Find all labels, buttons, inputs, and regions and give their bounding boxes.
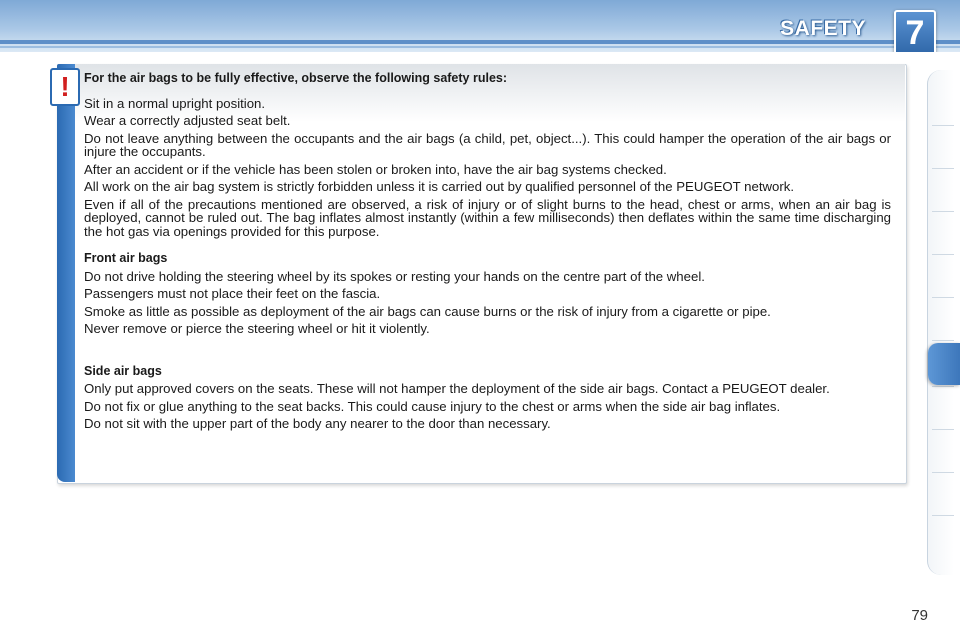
front-rule-item: Passengers must not place their feet on the fascia.: [84, 286, 381, 301]
front-rule-item: Do not drive holding the steering wheel by its spokes or resting your hands on the centre part of the wheel.: [84, 268, 705, 284]
warning-box-sidebar: [57, 64, 75, 482]
header-stripe-thin: [0, 46, 960, 48]
tab-divider: [932, 254, 954, 255]
rule-item: Sit in a normal upright position.: [84, 95, 266, 111]
side-rule-item: Do not sit with the upper part of the body any nearer to the door than necessary.: [84, 416, 551, 431]
side-rule-item: Do not fix or glue anything to the seat backs. This could cause injury to the chest or arms when the side air bag inflates.: [84, 398, 781, 414]
rule-item: Do not leave anything between the occupants and the air bags (a child, pet, object...). This could hamper the operation of the air bags or injure the occupants.: [84, 130, 891, 159]
tab-divider: [932, 429, 954, 430]
side-rule-item: Only put approved covers on the seats. These will not hamper the deployment of the side air bags. Contact a PEUGEOT dealer.: [84, 381, 830, 396]
rule-item: All work on the air bag system is strictly forbidden unless it is carried out by qualified personnel of the PEUGEOT network.: [84, 179, 795, 194]
tab-divider: [932, 340, 954, 341]
exclamation-warning-icon: !: [50, 68, 80, 106]
page-number: 79: [911, 607, 928, 624]
page-header: [0, 0, 960, 52]
chapter-number-badge: 7: [894, 10, 936, 52]
active-chapter-tab[interactable]: [928, 343, 960, 385]
front-rule-item: Never remove or pierce the steering wheel or hit it violently.: [84, 321, 430, 336]
tab-divider: [932, 211, 954, 212]
front-airbags-heading: Front air bags: [84, 251, 168, 265]
front-rule-item: Smoke as little as possible as deployment of the air bags can cause burns or the risk of injury from a cigarette or pipe.: [84, 303, 771, 319]
tab-divider: [932, 125, 954, 126]
warning-heading: For the air bags to be fully effective, observe the following safety rules:: [84, 71, 508, 85]
rule-item: After an accident or if the vehicle has been stolen or broken into, have the air bag systems checked.: [84, 161, 667, 177]
tab-divider: [932, 297, 954, 298]
tab-divider: [932, 472, 954, 473]
section-title: SAFETY: [780, 17, 866, 40]
side-airbags-heading: Side air bags: [84, 363, 162, 378]
chapter-tab-strip: [927, 70, 954, 575]
rule-item: Wear a correctly adjusted seat belt.: [84, 113, 291, 128]
tab-divider: [932, 168, 954, 169]
tab-divider: [932, 515, 954, 516]
rule-item: Even if all of the precautions mentioned are observed, a risk of injury or of slight burns to the head, chest or arms, when an air bag is deployed, cannot be ruled out. The bag inflates almost instantly (within a few milliseconds) then deflates within the same time discharging the hot gas via openings provided for this purpose.: [84, 196, 891, 239]
tab-divider: [932, 386, 954, 387]
warning-text: [84, 72, 891, 435]
